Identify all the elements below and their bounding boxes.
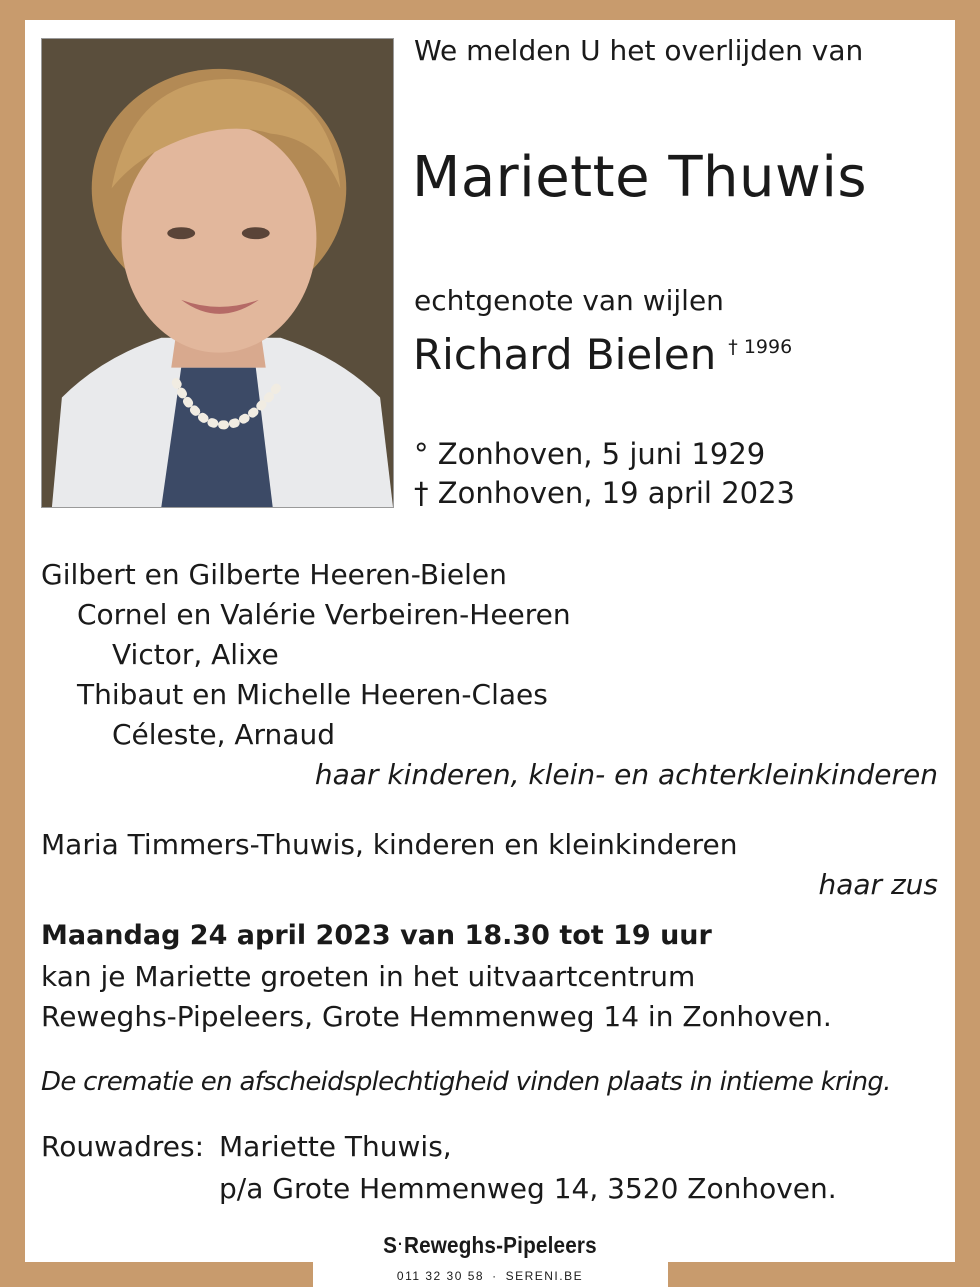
phone-number: 011 32 30 58: [396, 1269, 485, 1283]
family-relation: haar kinderen, klein- en achterkleinkinderen: [314, 758, 938, 791]
portrait-photo: [41, 38, 394, 508]
spouse-intro: echtgenote van wijlen: [414, 284, 724, 317]
visitation-heading: Maandag 24 april 2023 van 18.30 tot 19 uur: [41, 920, 712, 951]
logo-letter: S: [383, 1232, 398, 1258]
death-line: † Zonhoven, 19 april 2023: [414, 476, 796, 510]
address-label: Rouwadres:: [41, 1130, 205, 1163]
portrait-image: [42, 39, 393, 507]
birth-line: ° Zonhoven, 5 juni 1929: [414, 437, 766, 471]
address-line: p/a Grote Hemmenweg 14, 3520 Zonhoven.: [219, 1172, 837, 1205]
family-line: Céleste, Arnaud: [112, 718, 335, 751]
family-line: Thibaut en Michelle Heeren-Claes: [77, 678, 548, 711]
spouse-death-year: † 1996: [728, 336, 793, 358]
deceased-name: Mariette Thuwis: [412, 145, 868, 210]
intro-text: We melden U het overlijden van: [414, 34, 864, 67]
family-line: Victor, Alixe: [112, 638, 279, 671]
family-relation: haar zus: [818, 868, 938, 901]
family-line: Cornel en Valérie Verbeiren-Heeren: [77, 598, 571, 631]
website-link[interactable]: SERENI.BE: [505, 1269, 584, 1283]
visitation-line: Reweghs-Pipeleers, Grote Hemmenweg 14 in Zonhoven.: [41, 1000, 832, 1033]
address-line: Mariette Thuwis,: [219, 1130, 452, 1163]
spouse-line: [413, 330, 792, 379]
visitation-line: kan je Mariette groeten in het uitvaartcentrum: [41, 960, 696, 993]
logo-dot: ·: [398, 1236, 404, 1253]
spouse-name: Richard Bielen: [413, 330, 717, 379]
contact-line: [0, 1269, 980, 1283]
logo-name: Reweghs-Pipeleers: [403, 1232, 597, 1258]
funeral-home-logo: [49, 1232, 931, 1259]
cremation-note: De crematie en afscheidsplechtigheid vinden plaats in intieme kring.: [41, 1067, 891, 1097]
contact-separator: ·: [492, 1269, 498, 1283]
family-line: Maria Timmers-Thuwis, kinderen en kleinkinderen: [41, 828, 738, 861]
family-line: Gilbert en Gilberte Heeren-Bielen: [41, 558, 507, 591]
frame-edge: [955, 20, 980, 510]
